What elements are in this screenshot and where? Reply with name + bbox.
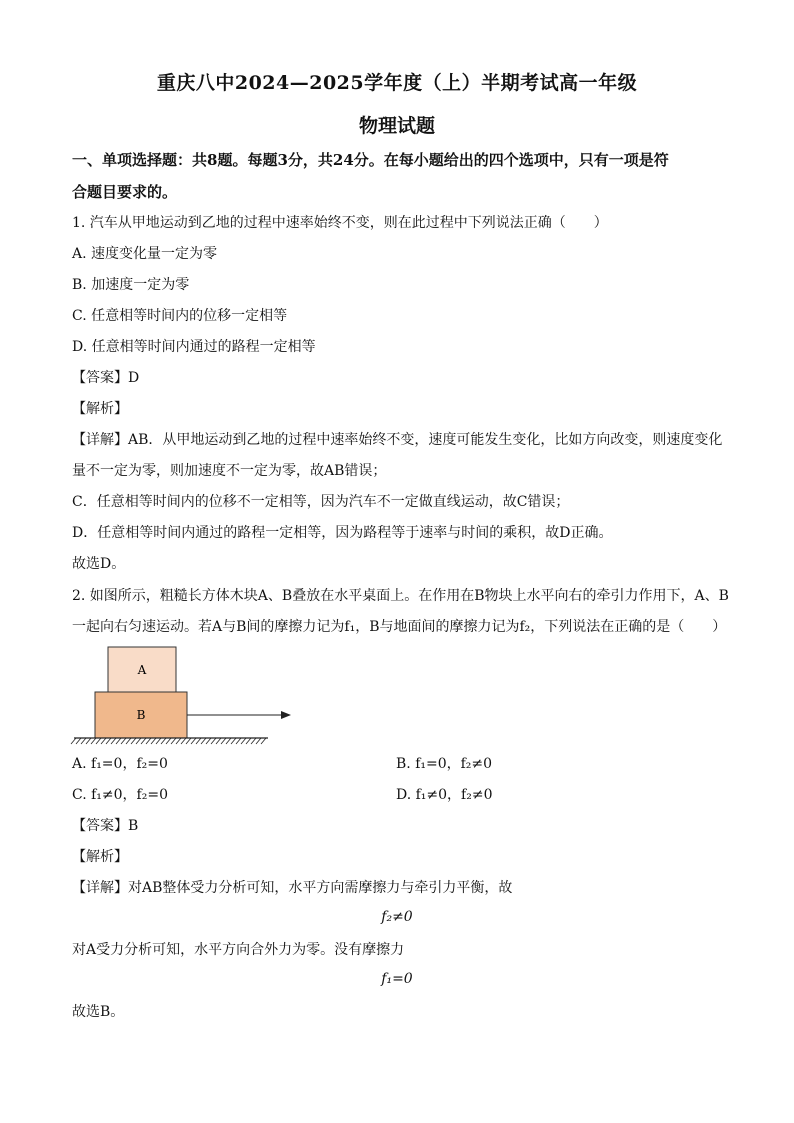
q1-detail-4: D．任意相等时间内通过的路程一定相等，因为路程等于速率与时间的乘积，故D正确。 (72, 525, 613, 541)
q2-option-b: B. f₁=0，f₂≠0 (396, 756, 493, 772)
q1-conclusion: 故选D。 (72, 556, 126, 572)
hatch-stroke (216, 738, 221, 744)
exam-subtitle: 物理试题 (358, 115, 435, 137)
hatch-stroke (196, 738, 201, 744)
q1-option-a: A. 速度变化量一定为零 (72, 246, 218, 262)
q2-answer: 【答案】B (72, 818, 139, 834)
hatch-stroke (126, 738, 131, 744)
q1-detail-2: 量不一定为零，则加速度不一定为零，故AB错误； (72, 463, 387, 479)
arrow-head-icon (281, 711, 291, 719)
q1-option-b: B. 加速度一定为零 (72, 277, 190, 293)
q2-stem-line2: 一起向右匀速运动。若A与B间的摩擦力记为f₁，B与地面间的摩擦力记为f₂，下列说法在正确的是（ ） (72, 619, 727, 635)
hatch-stroke (161, 738, 166, 744)
q2-analysis-label: 【解析】 (72, 849, 128, 865)
q2-option-c: C. f₁≠0，f₂=0 (72, 787, 168, 803)
hatch-stroke (176, 738, 181, 744)
hatch-stroke (211, 738, 216, 744)
hatch-stroke (246, 738, 251, 744)
block-b-label: B (136, 708, 146, 722)
hatch-stroke (106, 738, 111, 744)
q2-equation-1: f₂≠0 (381, 909, 413, 925)
q2-figure (70, 644, 300, 748)
hatch-stroke (131, 738, 136, 744)
q1-detail-3: C．任意相等时间内的位移不一定相等，因为汽车不一定做直线运动，故C错误； (72, 494, 570, 510)
hatch-stroke (166, 738, 171, 744)
hatch-stroke (181, 738, 186, 744)
hatch-stroke (221, 738, 226, 744)
section-heading-line2: 合题目要求的。 (72, 183, 178, 201)
hatch-stroke (251, 738, 256, 744)
hatch-stroke (71, 738, 76, 744)
q1-analysis-label: 【解析】 (72, 401, 128, 417)
hatch-stroke (256, 738, 261, 744)
exam-title: 重庆八中2024—2025学年度（上）半期考试高一年级 (156, 72, 638, 94)
hatch-stroke (96, 738, 101, 744)
q2-detail-2: 对A受力分析可知，水平方向合外力为零。没有摩擦力 (72, 942, 405, 958)
hatch-stroke (121, 738, 126, 744)
hatch-stroke (241, 738, 246, 744)
q2-option-d: D. f₁≠0，f₂≠0 (396, 787, 493, 803)
hatch-stroke (226, 738, 231, 744)
hatch-stroke (171, 738, 176, 744)
hatch-stroke (101, 738, 106, 744)
hatch-stroke (206, 738, 211, 744)
hatch-stroke (136, 738, 141, 744)
q2-stem-line1: 2. 如图所示，粗糙长方体木块A、B叠放在水平桌面上。在作用在B物块上水平向右的牵引力作用下，A、B (72, 588, 729, 604)
q1-detail-1: 【详解】AB．从甲地运动到乙地的过程中速率始终不变，速度可能发生变化，比如方向改变，则速度变化 (72, 432, 723, 448)
q2-equation-2: f₁=0 (381, 971, 413, 987)
hatch-stroke (191, 738, 196, 744)
q2-detail-1: 【详解】对AB整体受力分析可知，水平方向需摩擦力与牵引力平衡，故 (72, 880, 513, 896)
hatch-stroke (151, 738, 156, 744)
hatch-stroke (186, 738, 191, 744)
q1-option-d: D. 任意相等时间内通过的路程一定相等 (72, 339, 316, 355)
hatch-stroke (156, 738, 161, 744)
hatch-stroke (86, 738, 91, 744)
hatch-stroke (76, 738, 81, 744)
hatch-stroke (146, 738, 151, 744)
q2-option-a: A. f₁=0，f₂=0 (72, 756, 168, 772)
hatch-stroke (141, 738, 146, 744)
hatch-stroke (231, 738, 236, 744)
block-a-label: A (137, 663, 147, 677)
hatch-stroke (111, 738, 116, 744)
q2-conclusion: 故选B。 (72, 1004, 125, 1020)
q1-option-c: C. 任意相等时间内的位移一定相等 (72, 308, 288, 324)
hatch-stroke (261, 738, 266, 744)
hatch-stroke (201, 738, 206, 744)
hatch-stroke (91, 738, 96, 744)
hatch-stroke (236, 738, 241, 744)
ground-hatching (71, 738, 266, 744)
section-heading-line1: 一、单项选择题：共8题。每题3分，共24分。在每小题给出的四个选项中，只有一项是符 (72, 151, 669, 169)
hatch-stroke (116, 738, 121, 744)
q1-stem: 1. 汽车从甲地运动到乙地的过程中速率始终不变，则在此过程中下列说法正确（ ） (72, 215, 608, 231)
q1-answer: 【答案】D (72, 370, 140, 386)
hatch-stroke (81, 738, 86, 744)
